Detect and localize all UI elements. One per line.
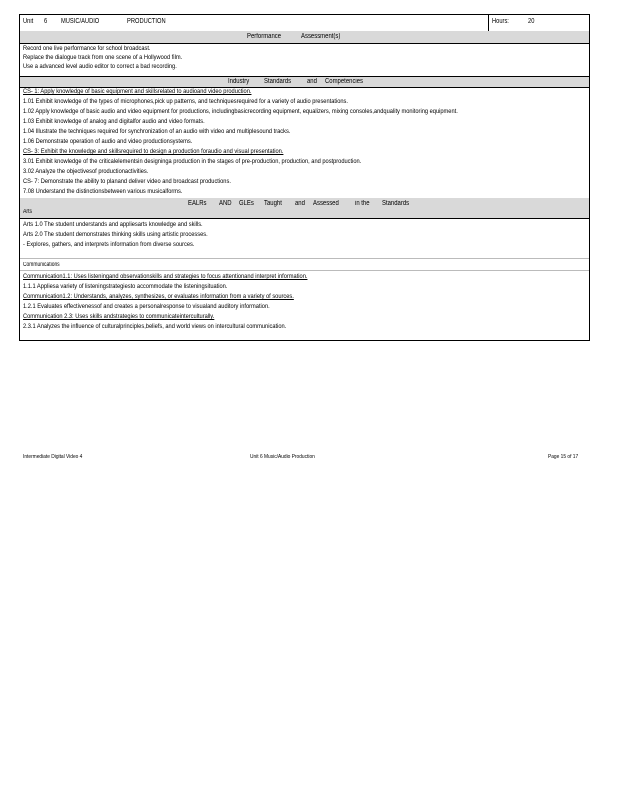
competencies-heading: Competencies [325,78,364,85]
industry-heading-band [20,77,589,87]
and-upper-heading: AND [219,200,232,207]
communication-line: Communication 2.3: Uses skills andstrategies to communicateinterculturally. [23,313,215,320]
unit-label: Unit [23,18,34,25]
standards-heading: Standards [264,78,292,85]
unit-table [19,14,590,341]
unit-number: 6 [44,18,48,25]
rule [20,43,589,44]
gles-heading: GLEs [239,200,254,207]
ealrs-heading-band [20,198,589,218]
hours-value: 20 [528,18,535,25]
performance-heading: Performance [247,33,282,40]
arts-line: Arts 2.0 The student demonstrates thinking skills using artistic processes. [23,231,208,238]
performance-heading-band [20,31,589,43]
unit-title: MUSIC/AUDIO [61,18,100,25]
competency-line: 3.02 Analyze the objectivesof productionactivities. [23,168,149,175]
communication-line: Communication1.2: Understands, analyzes, synthesizes, or evaluates information from a variety of sources. [23,293,294,300]
footer-left: Intermediate Digital Video 4 [23,454,83,460]
competency-line: 1.01 Exhibit knowledge of the types of microphones,pick up patterns, and techniquesrequired for a variety of audio presentations. [23,98,348,105]
competency-line: 1.03 Exhibit knowledge of analog and digitalfor audio and video formats. [23,118,205,125]
rule [20,258,589,259]
unit-header-row [20,15,589,32]
communication-line: Communication1.1: Uses listeningand observationskills and strategies to focus attentionand interpret information. [23,273,308,280]
communication-line: 1.2.1 Evaluates effectivenessof and creates a personalresponse to visualand auditory information. [23,303,270,310]
arts-heading: Arts [23,209,33,215]
competency-line: CS- 3: Exhibit the knowledge and skillsrequired to design a production foraudio and visual presentation. [23,148,284,155]
footer-page-number: Page 15 of 17 [548,454,579,460]
header-divider [488,15,489,31]
in-the-heading: in the [355,200,370,207]
and-heading: and [295,200,305,207]
arts-line: - Explores, gathers, and interprets information from diverse sources. [23,241,195,248]
communications-heading: Communications [23,262,60,268]
hours-label: Hours: [492,18,509,25]
performance-item: Replace the dialogue track from one scene of a Hollywood film. [23,54,183,61]
competency-line: CS- 7: Demonstrate the ability to planand deliver video and broadcast productions. [23,178,231,185]
industry-heading: Industry [228,78,250,85]
communication-line: 1.1.1 Appliesa variety of listeningstrategiesto accommodate the listeningsituation. [23,283,228,290]
competency-line: 7.08 Understand the distinctionsbetween various musicalforms. [23,188,183,195]
assessed-heading: Assessed [313,200,339,207]
assessment-heading: Assessment(s) [301,33,341,40]
standards-heading: Standards [382,200,410,207]
communication-line: 2.3.1 Analyzes the influence of culturalprinciples,beliefs, and world views on intercultural communication. [23,323,287,330]
competency-line: 1.04 Illustrate the techniques required for synchronization of an audio with video and multiplesound tracks. [23,128,291,135]
performance-item: Use a advanced level audio editor to correct a bad recording. [23,63,177,70]
ealrs-heading: EALRs [188,200,207,207]
competency-line: 3.01 Exhibit knowledge of the criticalelementsin designinga production in the stages of pre-production, production, and postproduction. [23,158,362,165]
and-heading: and [307,78,317,85]
unit-subtitle: PRODUCTION [127,18,166,25]
performance-item: Record one live performance for school broadcast. [23,45,151,52]
competency-line: CS- 1: Apply knowledge of basic equipment and skillsrelated to audioand video production. [23,88,252,95]
footer-center: Unit 6 Music/Audio Production [250,454,315,460]
rule [20,270,589,271]
taught-heading: Taught [264,200,282,207]
competency-line: 1.06 Demonstrate operation of audio and video productionsystems. [23,138,193,145]
arts-line: Arts 1.0 The student understands and appliesarts knowledge and skills. [23,221,203,228]
rule [20,218,589,219]
competency-line: 1.02 Apply knowledge of basic audio and video equipment for productions, includingbasicrecording equipment, equalizers, mixing consoles,andquality monitoring equipment. [23,108,458,115]
